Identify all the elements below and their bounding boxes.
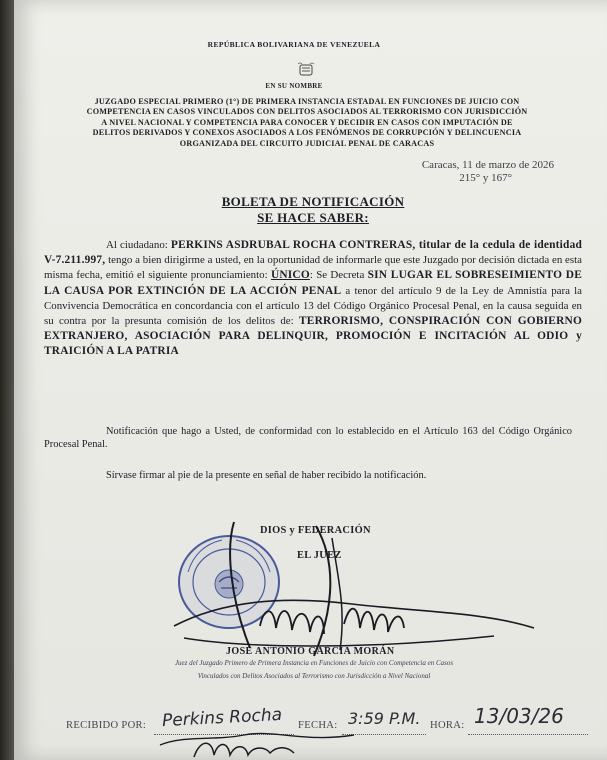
- el-juez: EL JUEZ: [297, 550, 342, 561]
- judge-name: JOSÉ ANTONIO GARCÍA MORÁN: [226, 646, 395, 657]
- court-name: [62, 97, 552, 149]
- coat-of-arms-icon: [296, 62, 316, 78]
- recipient-signature: [154, 705, 374, 760]
- fecha-handwritten: 3:59 P.M.: [348, 709, 421, 728]
- recibido-por-handwritten: Perkins Rocha: [161, 704, 283, 732]
- decision-text: SIN LUGAR EL SOBRESEIMIENTO DE LA CAUSA POR EXTINCIÓN DE LA ACCIÓN PENAL: [44, 269, 583, 297]
- notification-paragraph: Notificación que hago a Usted, de conformidad con lo establecido en el Artículo 163 del Código Orgánico Procesal Penal.: [44, 426, 572, 450]
- hora-line: [468, 734, 588, 735]
- hora-label: HORA:: [430, 720, 465, 731]
- document-subtitle: SE HACE SABER:: [257, 210, 369, 225]
- judge-title-line: Vinculados con Delitos Asociados al Terrorismo con Jurisdicción a Nivel Nacional: [197, 672, 431, 680]
- fecha-label: FECHA:: [298, 720, 338, 731]
- hora-handwritten: 13/03/26: [474, 704, 564, 728]
- charges-text: TERRORISMO, CONSPIRACIÓN CON GOBIERNO EXTRANJERO, ASOCIACIÓN PARA DELINQUIR, PROMOCIÓN E INCITACIÓN AL ODIO y TRAICIÓN A LA PATRIA: [44, 315, 583, 358]
- judge-title-line: Juez del Juzgado Primero de Primera Instancia en Funciones de Juicio con Competencia en Casos: [174, 659, 454, 667]
- country-header: REPÚBLICA BOLIVARIANA DE VENEZUELA: [207, 40, 381, 49]
- court-line: JUZGADO ESPECIAL PRIMERO (1°) DE PRIMERA INSTANCIA ESTADAL EN FUNCIONES DE JUICIO CON: [94, 97, 520, 106]
- dios-y-federacion: DIOS y FEDERACIÓN: [260, 525, 371, 536]
- judge-signature: [164, 508, 544, 658]
- body-text: a tenor del artículo 9 de la Ley de Amnistía para la Convivencia Democrática en concordancia con el artículo 13 del Código Orgánico Procesal Penal, en la causa seguida en su contra por la presunta comisión de los delitos de:: [44, 284, 582, 328]
- body-text: tengo a bien dirigirme a usted, en la oportunidad de informarle que este Juzgado por decisión dictada en esta misma fecha, emitió el siguiente pronunciamiento:: [44, 254, 582, 282]
- recipient-name: PERKINS ASDRUBAL ROCHA CONTRERAS, titular de la cedula de identidad V-7.211.997,: [44, 239, 582, 267]
- document-page: [14, 0, 607, 760]
- body-text: : Se Decreta: [309, 269, 368, 282]
- reference-years: 215° y 167°: [459, 172, 512, 184]
- notification-body: [44, 238, 582, 360]
- unico-label: ÚNICO: [270, 269, 310, 282]
- place-date: Caracas, 11 de marzo de 2026: [421, 159, 554, 171]
- recibido-por-label: RECIBIDO POR:: [66, 720, 147, 731]
- court-line: DELITOS DERIVADOS Y CONEXOS ASOCIADOS A LOS FENÓMENOS DE CORRUPCIÓN Y DELINCUENCIA: [92, 128, 522, 138]
- body-text: Al ciudadano:: [106, 239, 171, 251]
- document-title: BOLETA DE NOTIFICACIÓN: [221, 194, 405, 209]
- court-line: ORGANIZADA DEL CIRCUITO JUDICIAL PENAL DE CARACAS: [179, 138, 435, 148]
- court-line: COMPETENCIA EN CASOS VINCULADOS CON DELITOS ASOCIADOS AL TERRORISMO CON JURISDICCIÓN: [86, 107, 528, 117]
- en-su-nombre: EN SU NOMBRE: [265, 82, 323, 90]
- court-line: A NIVEL NACIONAL Y COMPETENCIA PARA CONOCER Y DECIDIR EN CASOS CON IMPUTACIÓN DE: [101, 117, 513, 127]
- sign-request: Sírvase firmar al pie de la presente en señal de haber recibido la notificación.: [106, 470, 427, 481]
